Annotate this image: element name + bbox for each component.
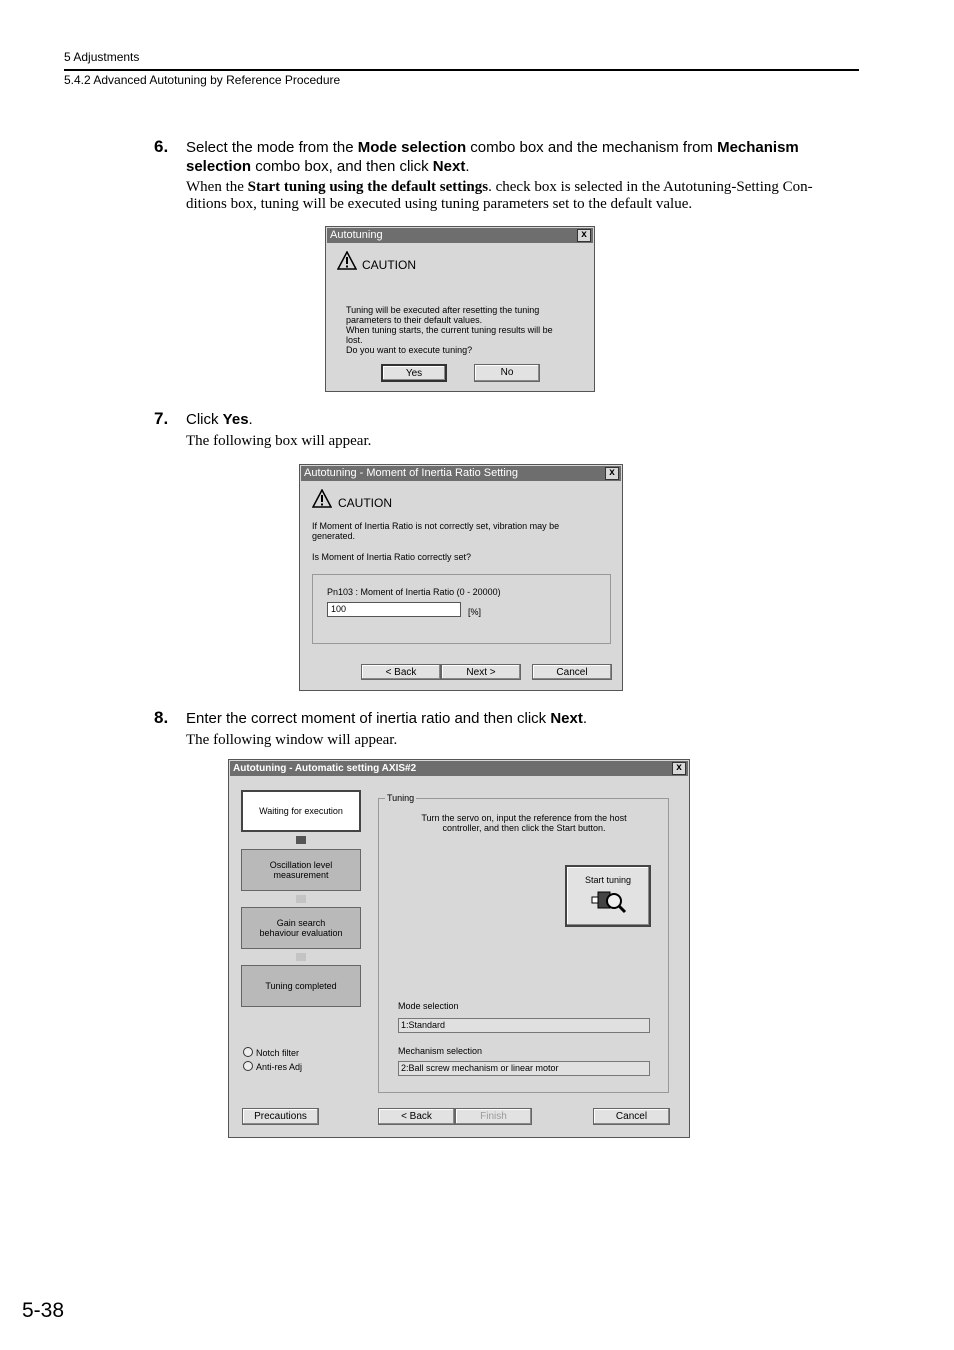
step-6-text-c: combo box, and then click [251,158,433,175]
step-8-instruction [186,709,587,728]
dialog1-title: Autotuning [330,229,383,241]
step-gain-search: Gain search behaviour evaluation [241,907,361,949]
header-rule [64,69,859,71]
step-6-note-a: When the [186,179,248,195]
warning-icon [337,251,357,270]
anti-res-label: Anti-res Adj [256,1062,303,1072]
precautions-button[interactable]: Precautions [242,1108,319,1125]
dialog1-line: parameters to their default values. [346,315,483,325]
step-6-note-b: . check box is selected in the Autotuning-Setting Con- [488,179,813,195]
tuning-group-label: Tuning [387,793,415,803]
step-6-text-b: combo box and the mechanism from [466,139,718,156]
close-icon[interactable]: x [577,229,591,242]
dialog1-titlebar [327,228,593,243]
step-6-note [186,179,866,213]
step-7-note: The following box will appear. [186,433,372,449]
start-tuning-button[interactable] [565,865,651,927]
dialog2-line: If Moment of Inertia Ratio is not correctly set, vibration may be [312,521,560,531]
step-6-bold-mechanism: Mechanism [717,139,799,156]
step-6-text-a: Select the mode from the [186,139,358,156]
dialog1-message [346,305,586,355]
dialog3-titlebar [230,761,688,776]
step-6-instruction [186,138,866,176]
start-tuning-label: Start tuning [584,875,632,885]
step-6-text-d: . [465,158,470,175]
dialog1-line: When tuning starts, the current tuning results will be [346,325,553,335]
step-7-instruction [186,410,253,429]
page-number: 5-38 [22,1299,65,1322]
anti-res-indicator [243,1061,253,1071]
mechanism-selection-combo[interactable]: 2:Ball screw mechanism or linear motor [398,1061,650,1076]
yes-button[interactable]: Yes [381,364,447,382]
dialog3-title: Autotuning - Automatic setting AXIS#2 [233,763,417,774]
close-icon[interactable]: x [605,467,619,480]
mechanism-selection-label: Mechanism selection [398,1046,483,1056]
dialog2-caution-label: CAUTION [338,496,392,510]
step-connector [296,895,306,903]
step-6-bold-next: Next [432,158,466,175]
step-7-text-b: . [248,411,253,428]
step-8-text-b: . [582,710,588,727]
section-header: 5.4.2 Advanced Autotuning by Reference Procedure [64,73,341,87]
close-icon[interactable]: x [672,762,686,775]
step-connector [296,953,306,961]
step-8-note: The following window will appear. [186,732,398,748]
dialog1-line: lost. [346,335,363,345]
dialog2-titlebar [301,466,621,481]
step-oscillation-measurement: Oscillation level measurement [241,849,361,891]
automatic-setting-window [228,759,690,1138]
dialog1-line: Tuning will be executed after resetting the tuning [346,305,540,315]
step-waiting-for-execution: Waiting for execution [241,790,361,832]
step-8-number: 8. [154,708,169,727]
warning-icon [312,489,332,508]
inertia-ratio-input[interactable]: 100 [327,602,461,617]
dialog2-question: Is Moment of Inertia Ratio correctly set? [312,552,472,562]
mode-selection-combo[interactable]: 1:Standard [398,1018,650,1033]
finish-button[interactable]: Finish [455,1108,532,1125]
mode-selection-label: Mode selection [398,1001,459,1011]
cancel-button[interactable]: Cancel [593,1108,670,1125]
magnifier-motor-icon [588,887,628,915]
notch-filter-label: Notch filter [256,1048,300,1058]
step-6-note-bold: Start tuning using the default settings [247,179,489,195]
step-8-bold-next: Next [550,710,583,727]
dialog2-warning-text [312,521,612,541]
step-6-number: 6. [154,137,169,156]
tuning-instructions [389,813,659,833]
step-7-text-a: Click [186,411,223,428]
dialog2-param-group [312,574,611,644]
step-6-note-c: ditions box, tuning will be executed using tuning parameters set to the default value. [186,196,693,212]
inertia-ratio-dialog [299,464,623,691]
step-6-bold-mode: Mode selection [357,139,467,156]
step-8-text-a: Enter the correct moment of inertia ratio and then click [186,710,551,727]
back-button[interactable]: < Back [361,664,441,680]
step-6-bold-selection: selection [186,158,252,175]
instruction-line: controller, and then click the Start button. [442,823,606,833]
next-button[interactable]: Next > [441,664,521,680]
dialog1-caution-label: CAUTION [362,258,416,272]
autotuning-caution-dialog [325,226,595,392]
step-tuning-completed: Tuning completed [241,965,361,1007]
back-button[interactable]: < Back [378,1108,455,1125]
unit-label: [%] [468,607,482,617]
no-button[interactable]: No [474,364,540,382]
dialog1-line: Do you want to execute tuning? [346,345,473,355]
step-connector [296,836,306,844]
step-7-number: 7. [154,409,169,428]
dialog2-line: generated. [312,531,356,541]
dialog2-title: Autotuning - Moment of Inertia Ratio Setting [304,467,519,479]
cancel-button[interactable]: Cancel [532,664,612,680]
chapter-header: 5 Adjustments [64,50,140,64]
param-label: Pn103 : Moment of Inertia Ratio (0 - 20000) [327,587,501,597]
notch-filter-indicator [243,1047,253,1057]
instruction-line: Turn the servo on, input the reference from the host [421,813,627,823]
step-7-bold-yes: Yes [222,411,249,428]
